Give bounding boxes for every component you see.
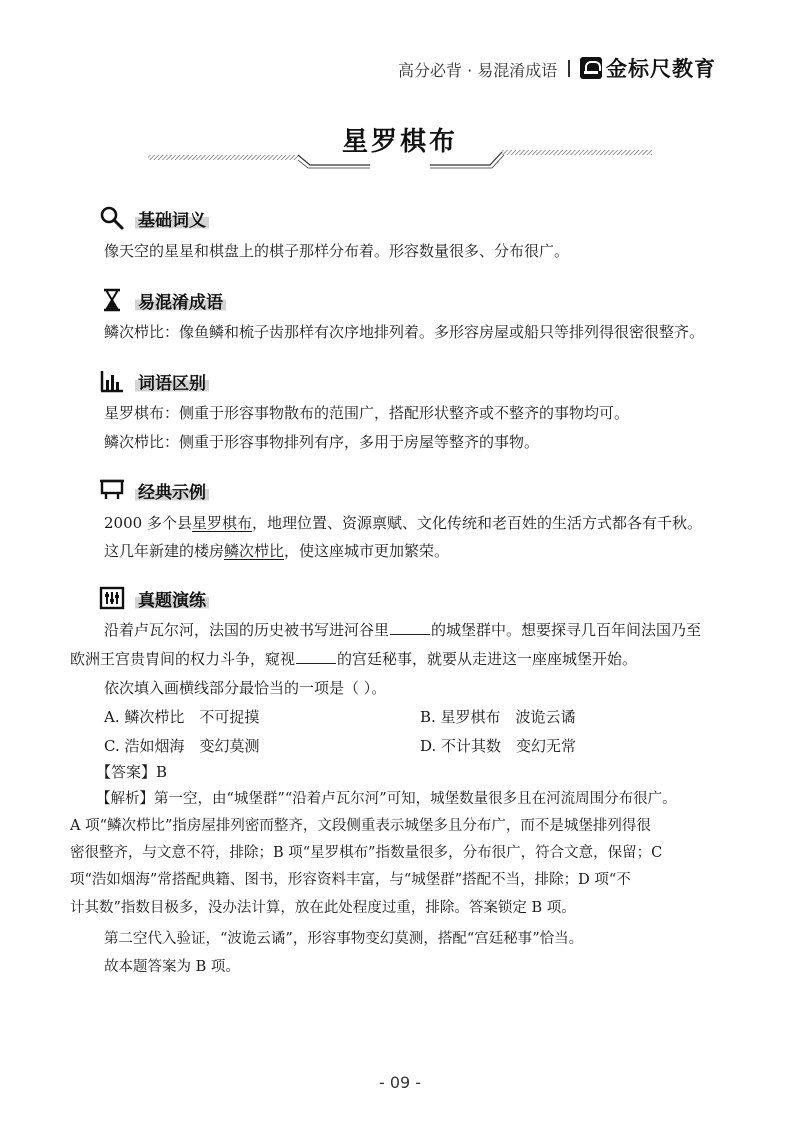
hourglass-icon xyxy=(99,287,125,313)
section-basic-text: 像天空的星星和棋盘上的棋子那样分布着。形容数量很多、分布很广。 xyxy=(104,242,570,260)
example-sentence-1 xyxy=(104,513,702,533)
question-line-2-pre: 欧洲王宫贵胄间的权力斗争，窥视 xyxy=(70,650,296,668)
question-prompt: 依次填入画横线部分最恰当的一项是（ ）。 xyxy=(104,679,387,697)
example-2-pre: 这几年新建的楼房 xyxy=(104,542,225,560)
option-c: C. 浩如烟海 变幻莫测 xyxy=(104,737,260,755)
section-examples-heading xyxy=(99,477,209,503)
option-a: A. 鳞次栉比 不可捉摸 xyxy=(104,708,260,726)
title-decoration xyxy=(148,140,652,170)
question-line-1-pre: 沿着卢瓦尔河，法国的历史被书写进河谷里 xyxy=(104,621,390,639)
example-2-post: ，使这座城市更加繁荣。 xyxy=(284,542,450,560)
example-1-pre: 2000 多个县 xyxy=(104,514,192,532)
section-distinction-line-1: 星罗棋布：侧重于形容事物散布的范围广，搭配形状整齐或不整齐的事物均可。 xyxy=(104,404,630,422)
cart-icon xyxy=(99,477,125,503)
fill-blank-1 xyxy=(390,620,430,635)
question-line-1 xyxy=(104,620,701,640)
option-b: B. 星罗棋布 波诡云谲 xyxy=(420,708,576,726)
example-1-term: 星罗棋布 xyxy=(191,514,252,532)
bar-chart-icon xyxy=(99,368,125,394)
example-1-post: ，地理位置、资源禀赋、文化传统和老百姓的生活方式都各有千秋。 xyxy=(251,514,702,532)
equalizer-icon xyxy=(99,585,125,611)
example-sentence-2 xyxy=(104,541,449,561)
page-number: - 09 - xyxy=(378,1073,422,1092)
question-line-1-post: 的城堡群中。想要探寻几百年间法国乃至 xyxy=(431,621,702,639)
section-confusing-heading xyxy=(99,287,226,313)
answer-line: 【答案】B xyxy=(96,763,168,781)
explanation-line: 第二空代入验证，“波诡云谲”，形容事物变幻莫测，搭配“宫廷秘事”恰当。 xyxy=(104,931,584,947)
section-confusing-text: 鳞次栉比：像鱼鳞和梳子齿那样有次序地排列着。多形容房屋或船只等排列得很密很整齐。 xyxy=(104,323,705,341)
header-separator xyxy=(568,60,570,77)
example-2-term: 鳞次栉比 xyxy=(224,542,285,560)
explanation-line: 密很整齐，与文意不符，排除；B 项“星罗棋布”指数量很多，分布很广，符合文意，保留；C xyxy=(70,845,663,861)
brand-name: 金标尺教育 xyxy=(606,57,716,81)
section-basic-heading xyxy=(99,205,209,231)
section-distinction-heading xyxy=(99,368,209,394)
header-series-label: 高分必背 · 易混淆成语 xyxy=(398,61,558,80)
explanation-line: A 项“鳞次栉比”指房屋排列密而整齐，文段侧重表示城堡多且分布广，而不是城堡排列得很 xyxy=(70,818,651,834)
section-distinction-title: 词语区别 xyxy=(135,369,209,394)
explanation-line: 故本题答案为 B 项。 xyxy=(104,959,240,975)
question-line-2-post: 的宫廷秘事，就要从走进这一座座城堡开始。 xyxy=(337,650,638,668)
explanation-line: 【解析】第一空，由“城堡群”“沿着卢瓦尔河”可知，城堡数量很多且在河流周围分布很广。 xyxy=(96,791,677,807)
section-distinction-line-2: 鳞次栉比：侧重于形容事物排列有序，多用于房屋等整齐的事物。 xyxy=(104,433,540,451)
brand-logo xyxy=(580,56,716,80)
section-confusing-title: 易混淆成语 xyxy=(135,288,226,313)
section-practice-title: 真题演练 xyxy=(135,586,209,611)
option-d: D. 不计其数 变幻无常 xyxy=(420,737,577,755)
question-line-2 xyxy=(70,649,637,669)
section-basic-title: 基础词义 xyxy=(135,206,209,231)
page-title: 星罗棋布 xyxy=(341,127,458,157)
explanation-line: 项“浩如烟海”常搭配典籍、图书，形容资料丰富，与“城堡群”搭配不当，排除；D 项“不 xyxy=(70,872,631,888)
section-practice-heading xyxy=(99,585,209,611)
section-examples-title: 经典示例 xyxy=(135,478,209,503)
magnifier-icon xyxy=(99,205,125,231)
fill-blank-2 xyxy=(296,649,336,664)
brand-logo-icon xyxy=(580,57,602,79)
explanation-line: 计其数”指数目极多，没办法计算，放在此处程度过重，排除。答案锁定 B 项。 xyxy=(70,900,576,916)
